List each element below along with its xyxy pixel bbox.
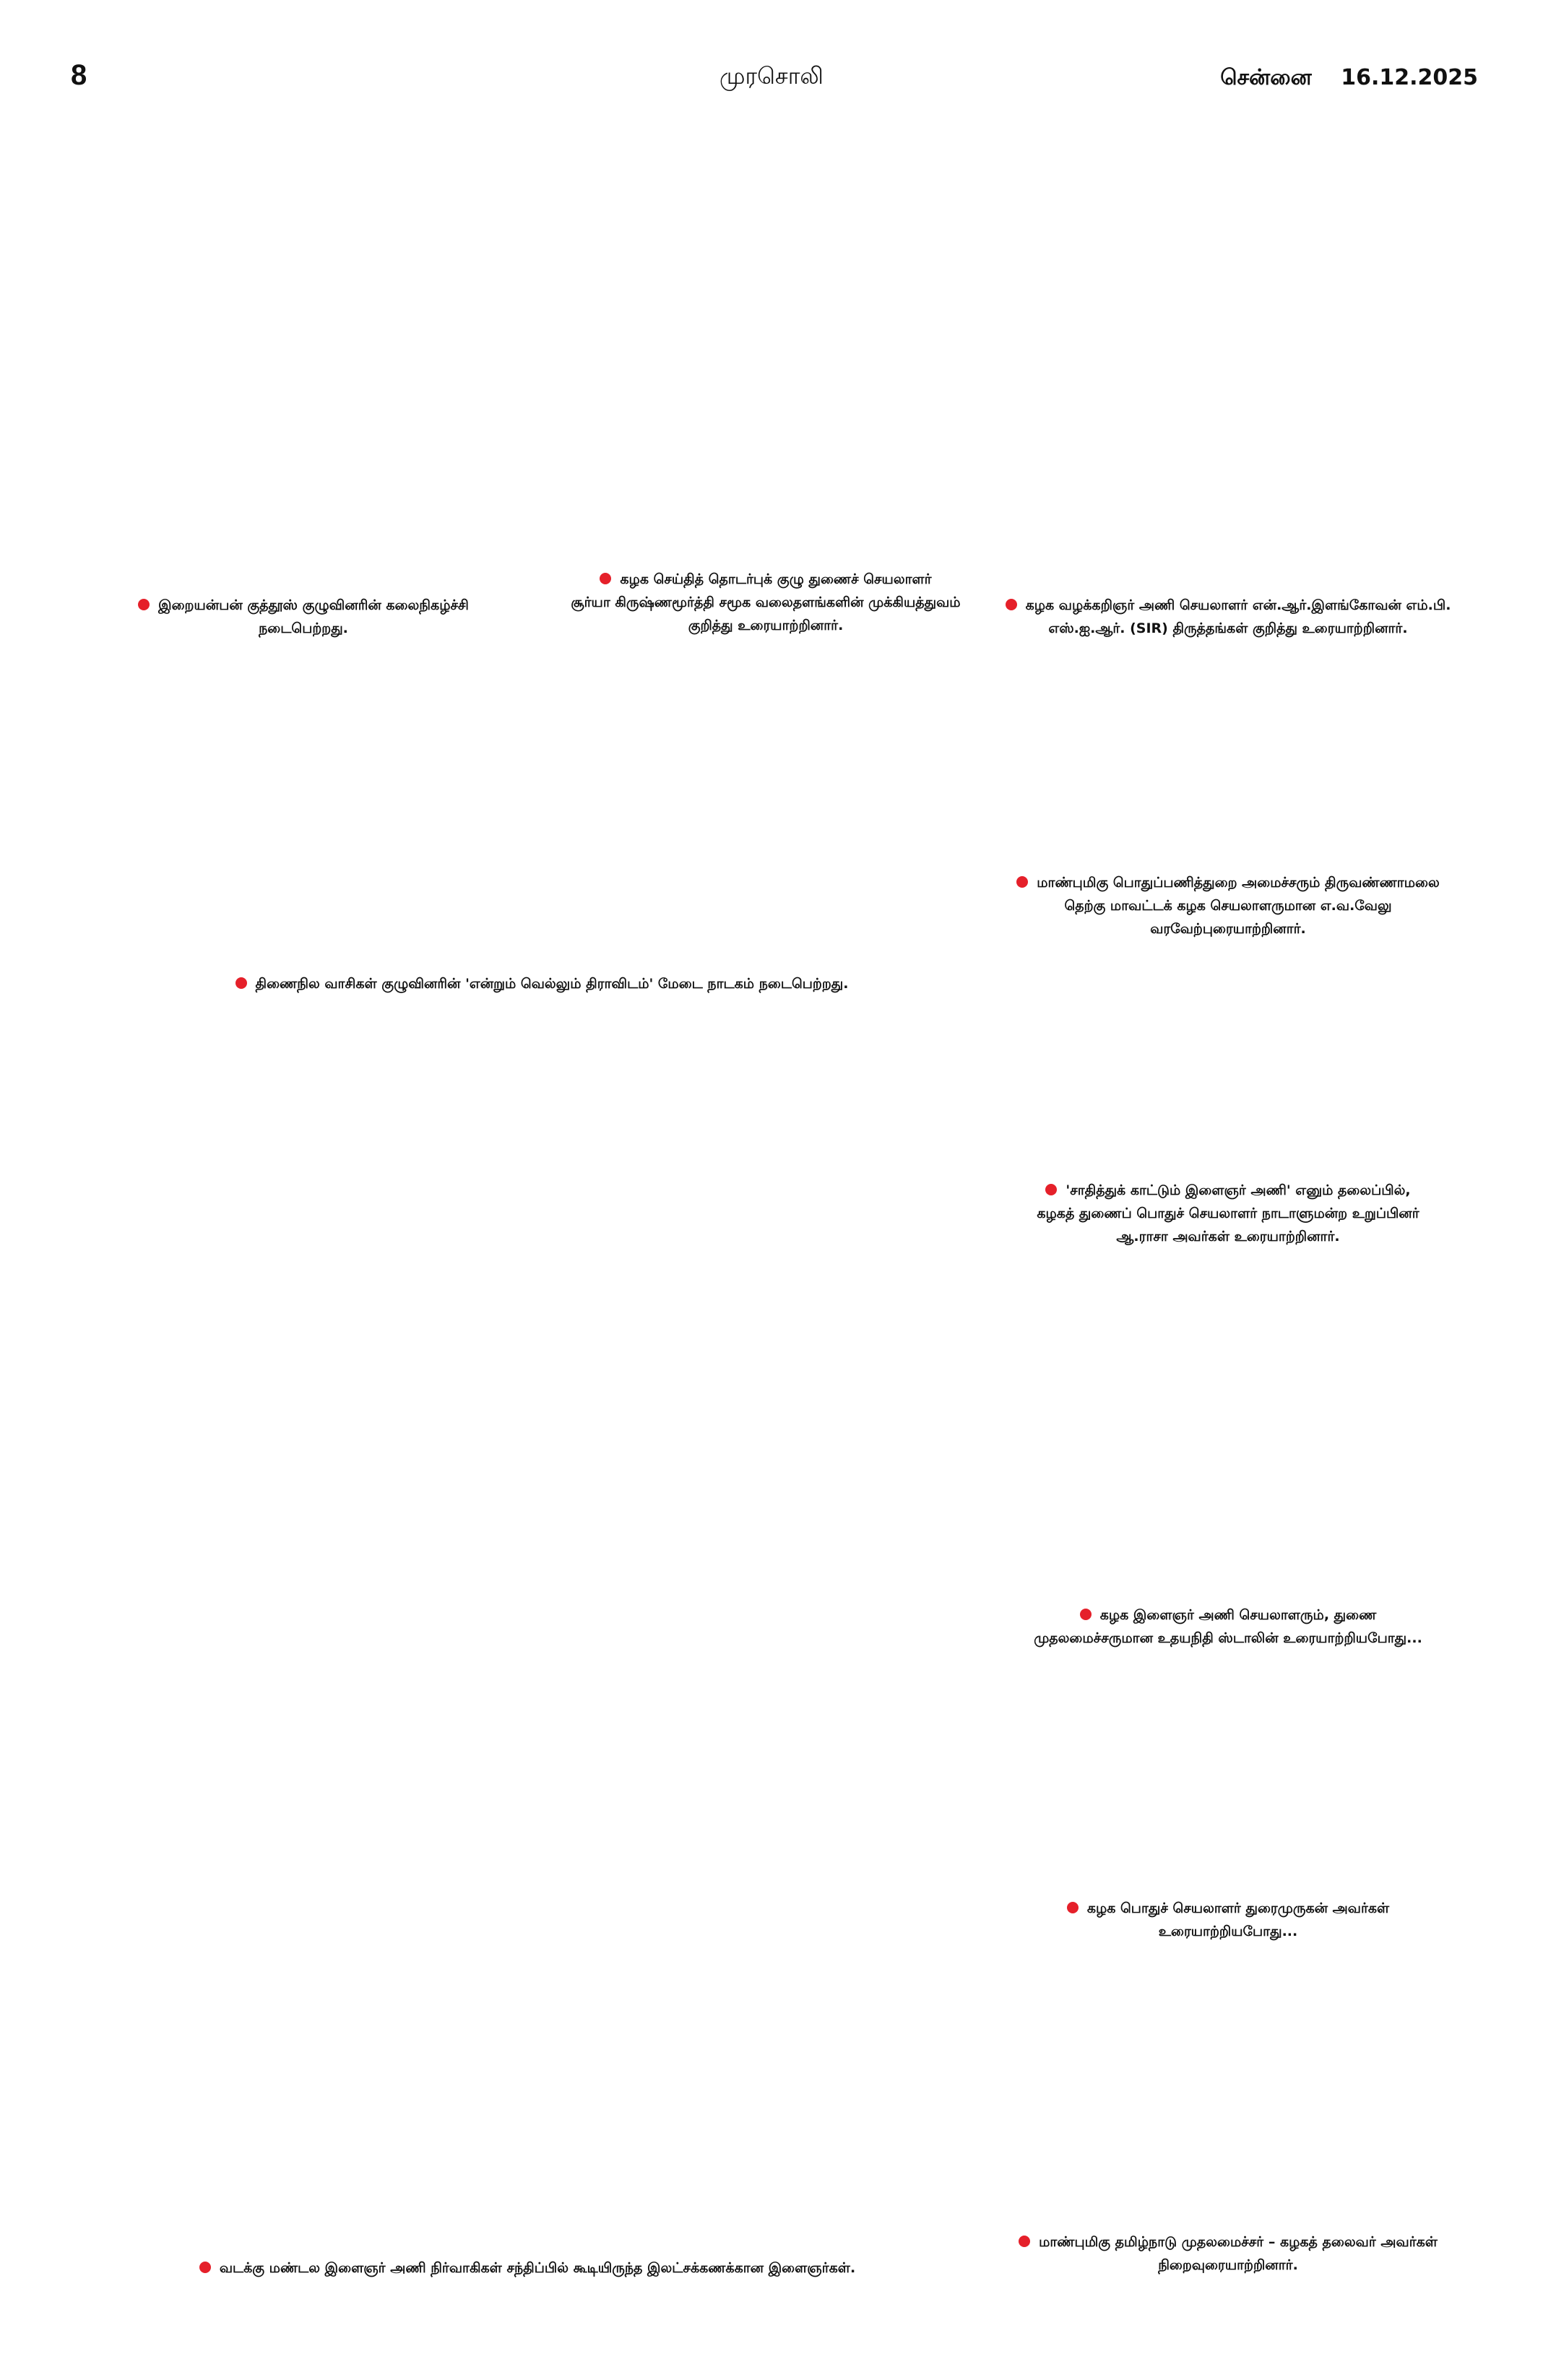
- caption-bullet-icon: [138, 599, 150, 610]
- photo-caption-ilangovan: [1004, 594, 1452, 640]
- photo-caption-a-raja: [1004, 1179, 1452, 1248]
- dateline: [1220, 65, 1478, 93]
- caption-line: தெற்கு மாவட்டக் கழக செயலாளருமான எ.வ.வேலு: [1064, 898, 1392, 914]
- caption-line: கழக வழக்கறிஞர் அணி செயலாளர் என்.ஆர்.இளங்கோவன் எம்.பி.: [1004, 594, 1452, 617]
- caption-bullet-icon: [1045, 1184, 1057, 1195]
- photo-caption-duraimurugan: [1004, 1897, 1452, 1943]
- caption-line: கழக செய்தித் தொடர்புக் குழு துணைச் செயலாளர்: [549, 568, 982, 591]
- dateline-city: சென்னை: [1220, 65, 1312, 90]
- caption-line: மாண்புமிகு தமிழ்நாடு முதலமைச்சர் – கழகத் தலைவர் அவர்கள்: [1004, 2230, 1452, 2254]
- caption-bullet-icon: [235, 977, 247, 989]
- caption-line: வடக்கு மண்டல இளைஞர் அணி நிர்வாகிகள் சந்திப்பில் கூடியிருந்த இலட்சக்கணக்கான இளைஞர்கள்.: [130, 2256, 925, 2280]
- caption-line: நடைபெற்றது.: [259, 620, 348, 636]
- photo-caption-surya-krishnamurthy: [549, 568, 982, 637]
- photo-caption-stage-drama: [181, 972, 903, 995]
- caption-line: சூர்யா கிருஷ்ணமூர்த்தி சமூக வலைதளங்களின் முக்கியத்துவம்: [571, 594, 961, 610]
- caption-line: இறையன்பன் குத்தூஸ் குழுவினரின் கலைநிகழ்ச்சி: [123, 594, 484, 617]
- dateline-date: 16.12.2025: [1341, 65, 1478, 90]
- caption-bullet-icon: [600, 573, 611, 584]
- photo-caption-kuthoos-performance: [123, 594, 484, 640]
- caption-line: 'சாதித்துக் காட்டும் இளைஞர் அணி' எனும் தலைப்பில்,: [1004, 1179, 1452, 1202]
- caption-bullet-icon: [1067, 1902, 1079, 1913]
- caption-line: மாண்புமிகு பொதுப்பணித்துறை அமைச்சரும் திருவண்ணாமலை: [1004, 871, 1452, 894]
- caption-line: வரவேற்புரையாற்றினார்.: [1150, 921, 1306, 937]
- caption-line: கழக பொதுச் செயலாளர் துரைமுருகன் அவர்கள்: [1004, 1897, 1452, 1920]
- caption-line: நிறைவுரையாற்றினார்.: [1158, 2257, 1298, 2273]
- photo-caption-youth-gathering: [130, 2256, 925, 2280]
- caption-line: முதலமைச்சருமான உதயநிதி ஸ்டாலின் உரையாற்றியபோது...: [1034, 1630, 1422, 1646]
- caption-bullet-icon: [1019, 2236, 1030, 2247]
- photo-caption-ev-velu: [1004, 871, 1452, 940]
- page-number: 8: [71, 59, 87, 91]
- photo-caption-udhayanidhi-stalin: [1004, 1604, 1452, 1650]
- caption-line: கழக இளைஞர் அணி செயலாளரும், துணை: [1004, 1604, 1452, 1627]
- caption-bullet-icon: [1006, 599, 1017, 610]
- caption-bullet-icon: [199, 2262, 211, 2273]
- caption-line: ஆ.ராசா அவர்கள் உரையாற்றினார்.: [1116, 1229, 1340, 1245]
- newspaper-name: முரசொலி: [719, 62, 824, 90]
- caption-bullet-icon: [1016, 876, 1028, 888]
- caption-line: உரையாற்றியபோது...: [1158, 1924, 1298, 1939]
- caption-line: கழகத் துணைப் பொதுச் செயலாளர் நாடாளுமன்ற உறுப்பினர்: [1037, 1206, 1419, 1221]
- caption-line: திணைநில வாசிகள் குழுவினரின் 'என்றும் வெல்லும் திராவிடம்' மேடை நாடகம் நடைபெற்றது.: [181, 972, 903, 995]
- caption-line: குறித்து உரையாற்றினார்.: [688, 618, 844, 633]
- photo-caption-chief-minister: [1004, 2230, 1452, 2277]
- caption-line: எஸ்.ஐ.ஆர். (SIR) திருத்தங்கள் குறித்து உரையாற்றினார்.: [1048, 620, 1408, 636]
- caption-bullet-icon: [1080, 1609, 1092, 1620]
